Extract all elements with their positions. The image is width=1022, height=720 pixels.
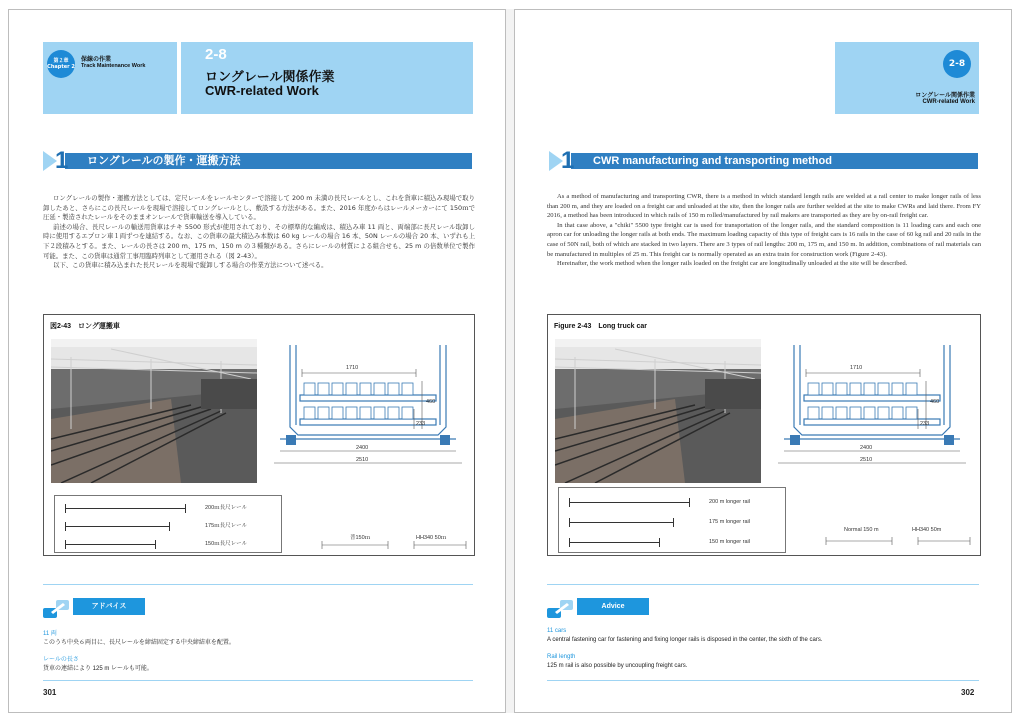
paragraph: 以下、この貨車に積み込まれた長尺レールを現場で縦卸しする場合の作業方法について述べる。 bbox=[53, 261, 328, 270]
chapter-title-en: Track Maintenance Work bbox=[81, 63, 146, 69]
advice-bottom-line bbox=[43, 680, 473, 681]
body-text bbox=[43, 194, 475, 271]
subsection-number: 1 bbox=[561, 147, 575, 174]
dim-460: 460 bbox=[930, 399, 940, 405]
photo-illustration bbox=[51, 339, 257, 483]
scale-hh: HH340 50m bbox=[912, 527, 942, 533]
subsection-title: CWR manufacturing and transporting method bbox=[593, 155, 832, 167]
advice-definition: A central fastening car for fastening and fixing longer rails is disposed in the center, the sixth of the cars. bbox=[547, 637, 823, 643]
dim-2510: 2510 bbox=[356, 457, 369, 463]
scale-hh: HH340 50ｍ bbox=[416, 535, 447, 541]
scale-bars bbox=[824, 537, 974, 545]
page-number: 302 bbox=[961, 688, 975, 697]
legend-label: 150 m longer rail bbox=[709, 539, 750, 545]
figure-2-43 bbox=[547, 314, 981, 556]
advice-label: アドバイス bbox=[73, 598, 145, 615]
rail-length-legend bbox=[558, 487, 786, 553]
dim-233: 233 bbox=[920, 421, 930, 427]
dim-2510: 2510 bbox=[860, 457, 873, 463]
section-title-en: CWR-related Work bbox=[205, 83, 319, 98]
freight-car-photo bbox=[51, 339, 257, 483]
section-title-jp: ロングレール関係作業 bbox=[205, 69, 335, 84]
legend-label: 150ｍ長尺レール bbox=[205, 541, 248, 547]
advice-term: Rail length bbox=[547, 654, 576, 660]
chapter-badge-text: 第２章 Chapter 2 bbox=[47, 58, 75, 70]
advice-pencil-icon bbox=[547, 600, 573, 618]
paragraph: As a method of manufacturing and transporting CWR, there is a method in which standard length rails are welded at a rail center to make longer rails of less than 200 m, and they are loaded on a freight car and unloaded at the site, then the longer rails are further welded at the site to make CWRs and laid there. From FY 2016, a method has been introduced in which rails of 150 m rolled/manufactured by rail makers are transported as they are by on-rail freight car. bbox=[547, 193, 981, 220]
subsection-number: 1 bbox=[55, 147, 69, 174]
left-page bbox=[8, 9, 506, 713]
dim-1710: 1710 bbox=[346, 365, 359, 371]
legend-label: 175ｍ長尺レール bbox=[205, 523, 248, 529]
advice-definition: 貨車の連結により 125 m レールも可能。 bbox=[43, 666, 153, 672]
rail-length-legend bbox=[54, 495, 282, 553]
advice-term: 11 両 bbox=[43, 631, 57, 637]
figure-title: Figure 2-43 Long truck car bbox=[554, 323, 647, 330]
legend-row bbox=[65, 522, 275, 532]
figure-2-43 bbox=[43, 314, 475, 556]
legend-row bbox=[569, 518, 779, 528]
legend-row bbox=[65, 540, 275, 550]
right-page bbox=[514, 9, 1012, 713]
paragraph: 前述の場合、長尺レールの輸送用貨車はチキ 5500 形式が使用されており、その標準的な編成は、積込み車 11 両と、両端部に長尺レール取卸し時に使用するエプロン車１両ずつを連結する。なお、この貨車の最大積込み本数は 60 kg レールの場合 16 本、50N レールの場合 20 本、いずれも上下２段積みとする。また、レールの長さは 200 m、175 m、150 m の３種類がある。さらにレールの材質による組合せも、25 m の倍数単位で製作可能。また、この貨車は通常工事用臨時列車として運用される（図 2-43）。 bbox=[43, 222, 475, 260]
photo-illustration bbox=[555, 339, 761, 483]
section-title-en: CWR-related Work bbox=[922, 99, 975, 105]
chapter-title-jp: 保線の作業 bbox=[81, 56, 112, 63]
section-badge bbox=[943, 50, 971, 78]
dim-460: 460 bbox=[426, 399, 436, 405]
advice-definition: 125 m rail is also possible by uncoupling freight cars. bbox=[547, 663, 688, 669]
section-badge-text: 2-8 bbox=[948, 59, 966, 69]
advice-label: Advice bbox=[577, 598, 649, 615]
legend-label: 175 m longer rail bbox=[709, 519, 750, 525]
dim-2400: 2400 bbox=[860, 445, 873, 451]
advice-pencil-icon bbox=[43, 600, 69, 618]
freight-car-photo bbox=[555, 339, 761, 483]
legend-label: 200ｍ長尺レール bbox=[205, 505, 248, 511]
advice-term: レールの長さ bbox=[43, 657, 79, 663]
advice-definition: このうち中央６両目に、長尺レールを締結固定する中央締結車を配置。 bbox=[43, 640, 235, 646]
paragraph: In that case above, a "chiki" 5500 type freight car is used for transportation of the longer rails, and the standard composition is 11 loading cars and each one apron car for unloading the longer rails at both ends. The maximum loading capacity of this type of freight cars is 16 rails in the case of 60 kg rail and 20 rails in the case of 50N rail, both of which are stacked in two layers. There are 3 types of rail lengths: 200 m, 175 m, and 150 m. In addition, combinations of rail materials can be manufactured in multiples of 25 m. This freight car is normally operated as an extra train for construction work (Figure 2-43). bbox=[547, 221, 981, 258]
subsection-title: ロングレールの製作・運搬方法 bbox=[87, 155, 241, 167]
figure-title: 図2-43 ロング運搬車 bbox=[50, 323, 120, 330]
legend-row bbox=[65, 504, 275, 514]
section-title-jp: ロングレール関係作業 bbox=[915, 92, 975, 99]
chapter-badge bbox=[47, 50, 75, 78]
paragraph: ロングレールの製作・運搬方法としては、定尺レールをレールセンターで溶接して 200 m 未満の長尺レールとし、これを貨車に積込み現場で取り卸したあと、さらにこの長尺レールを現場で溶接してロングレールとし、敷設する方法がある。また、2016 年度からはレールメーカーにて 150ｍで圧延・製造されたレールをそのままオンレールで貨車輸送を導入している。 bbox=[43, 194, 475, 222]
advice-bottom-line bbox=[547, 680, 979, 681]
legend-label: 200 m longer rail bbox=[709, 499, 750, 505]
body-text bbox=[547, 192, 981, 269]
advice-top-line bbox=[547, 584, 979, 585]
scale-normal: Normal 150 m bbox=[844, 527, 879, 533]
cross-section-drawing bbox=[774, 339, 974, 475]
paragraph: Hereinafter, the work method when the longer rails loaded on the freight car are longitudinally unloaded at the site will be described. bbox=[557, 260, 908, 268]
advice-top-line bbox=[43, 584, 473, 585]
advice-term: 11 cars bbox=[547, 628, 567, 634]
scale-bars bbox=[320, 541, 470, 549]
dim-1710: 1710 bbox=[850, 365, 863, 371]
legend-row bbox=[569, 498, 779, 508]
page-number: 301 bbox=[43, 688, 57, 697]
section-number: 2-8 bbox=[205, 46, 227, 63]
dim-2400: 2400 bbox=[356, 445, 369, 451]
scale-normal: 普150ｍ bbox=[350, 535, 371, 541]
cross-section-drawing bbox=[270, 339, 470, 475]
book-spine bbox=[506, 9, 514, 713]
legend-row bbox=[569, 538, 779, 548]
dim-233: 233 bbox=[416, 421, 426, 427]
